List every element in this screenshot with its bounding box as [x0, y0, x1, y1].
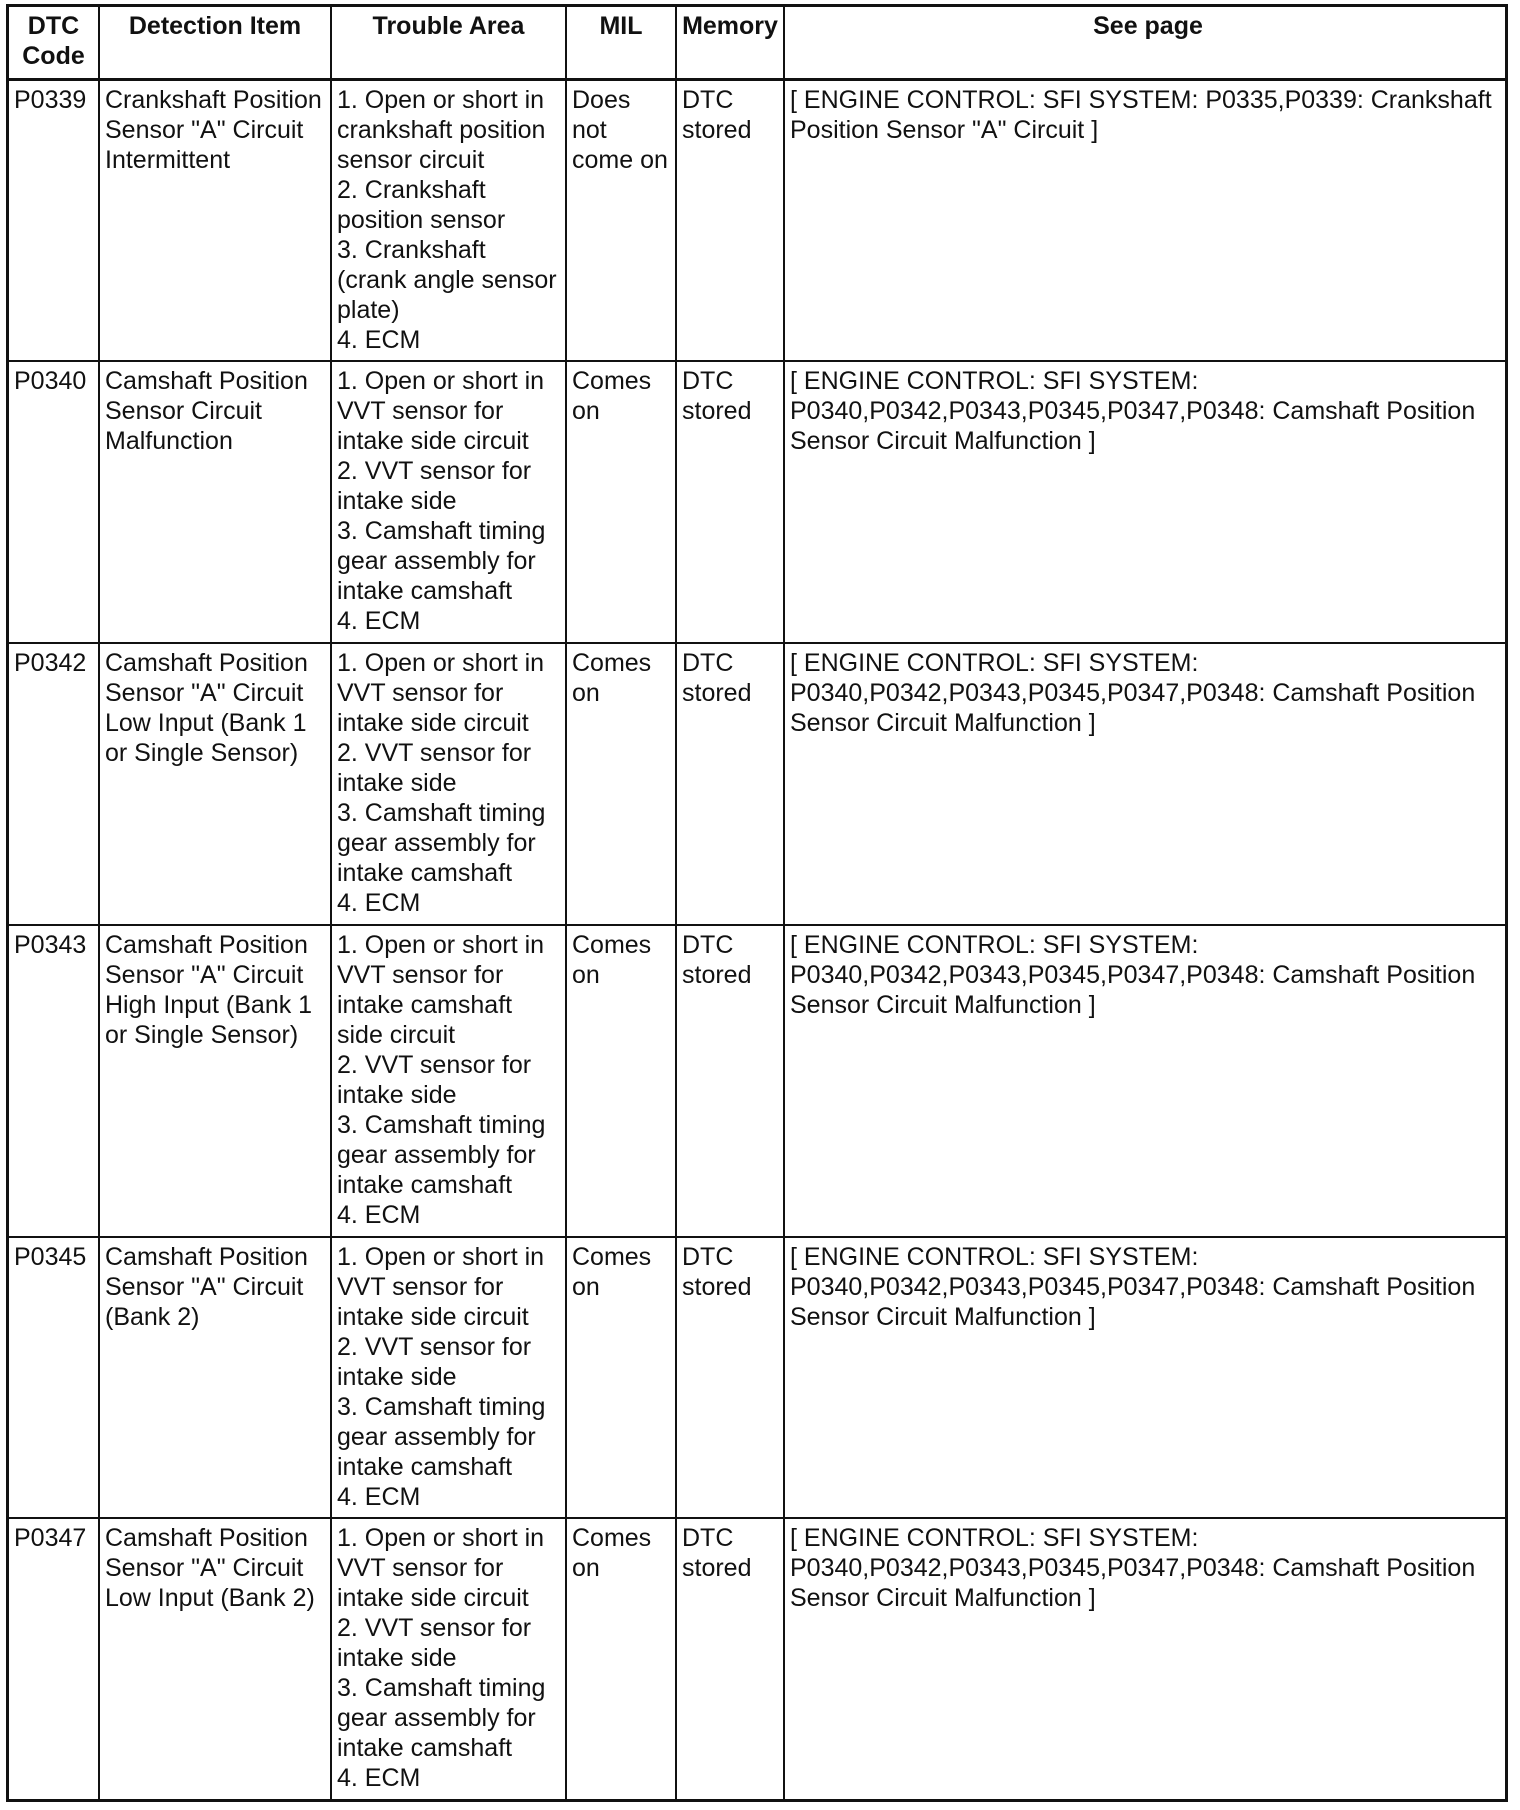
cell-see-page: [ ENGINE CONTROL: SFI SYSTEM: P0340,P0342,P0343,P0345,P0347,P0348: Camshaft Position Sensor Circuit Malfunction ] — [784, 1237, 1508, 1519]
cell-trouble-area: 1. Open or short in VVT sensor for intake camshaft side circuit 2. VVT sensor for intake side 3. Camshaft timing gear assembly for intake camshaft 4. ECM — [331, 925, 566, 1237]
cell-trouble-area: 1. Open or short in VVT sensor for intake side circuit 2. VVT sensor for intake side 3. Camshaft timing gear assembly for intake camshaft 4. ECM — [331, 1518, 566, 1799]
cell-see-page: [ ENGINE CONTROL: SFI SYSTEM: P0335,P0339: Crankshaft Position Sensor "A" Circuit ] — [784, 79, 1508, 361]
header-memory: Memory — [676, 7, 784, 79]
header-dtc-code: DTC Code — [9, 7, 99, 79]
cell-mil: Comes on — [566, 925, 676, 1237]
cell-trouble-area: 1. Open or short in VVT sensor for intake side circuit 2. VVT sensor for intake side 3. Camshaft timing gear assembly for intake camshaft 4. ECM — [331, 643, 566, 925]
cell-mil: Comes on — [566, 643, 676, 925]
cell-trouble-area: 1. Open or short in crankshaft position sensor circuit 2. Crankshaft position sensor 3. Crankshaft (crank angle sensor plate) 4. ECM — [331, 79, 566, 361]
cell-dtc-code: P0345 — [9, 1237, 99, 1519]
header-see-page: See page — [784, 7, 1508, 79]
dtc-table-sheet — [6, 4, 1508, 1802]
cell-see-page: [ ENGINE CONTROL: SFI SYSTEM: P0340,P0342,P0343,P0345,P0347,P0348: Camshaft Position Sensor Circuit Malfunction ] — [784, 643, 1508, 925]
table-row — [9, 79, 1508, 361]
cell-trouble-area: 1. Open or short in VVT sensor for intake side circuit 2. VVT sensor for intake side 3. Camshaft timing gear assembly for intake camshaft 4. ECM — [331, 361, 566, 643]
cell-mil: Comes on — [566, 1237, 676, 1519]
cell-memory: DTC stored — [676, 925, 784, 1237]
cell-see-page: [ ENGINE CONTROL: SFI SYSTEM: P0340,P0342,P0343,P0345,P0347,P0348: Camshaft Position Sensor Circuit Malfunction ] — [784, 361, 1508, 643]
cell-detection-item: Camshaft Position Sensor "A" Circuit Low Input (Bank 2) — [99, 1518, 331, 1799]
cell-dtc-code: P0340 — [9, 361, 99, 643]
table-row — [9, 643, 1508, 925]
cell-dtc-code: P0339 — [9, 79, 99, 361]
cell-mil: Comes on — [566, 361, 676, 643]
cell-detection-item: Camshaft Position Sensor "A" Circuit Low Input (Bank 1 or Single Sensor) — [99, 643, 331, 925]
table-row — [9, 925, 1508, 1237]
table-row — [9, 361, 1508, 643]
header-trouble-area: Trouble Area — [331, 7, 566, 79]
cell-memory: DTC stored — [676, 1237, 784, 1519]
cell-dtc-code: P0347 — [9, 1518, 99, 1799]
cell-detection-item: Camshaft Position Sensor "A" Circuit High Input (Bank 1 or Single Sensor) — [99, 925, 331, 1237]
cell-see-page: [ ENGINE CONTROL: SFI SYSTEM: P0340,P0342,P0343,P0345,P0347,P0348: Camshaft Position Sensor Circuit Malfunction ] — [784, 925, 1508, 1237]
header-detection-item: Detection Item — [99, 7, 331, 79]
cell-detection-item: Camshaft Position Sensor Circuit Malfunction — [99, 361, 331, 643]
cell-dtc-code: P0343 — [9, 925, 99, 1237]
cell-mil: Does not come on — [566, 79, 676, 361]
cell-see-page: [ ENGINE CONTROL: SFI SYSTEM: P0340,P0342,P0343,P0345,P0347,P0348: Camshaft Position Sensor Circuit Malfunction ] — [784, 1518, 1508, 1799]
cell-trouble-area: 1. Open or short in VVT sensor for intake side circuit 2. VVT sensor for intake side 3. Camshaft timing gear assembly for intake camshaft 4. ECM — [331, 1237, 566, 1519]
cell-memory: DTC stored — [676, 1518, 784, 1799]
table-row — [9, 1518, 1508, 1799]
cell-detection-item: Camshaft Position Sensor "A" Circuit (Bank 2) — [99, 1237, 331, 1519]
cell-memory: DTC stored — [676, 361, 784, 643]
cell-dtc-code: P0342 — [9, 643, 99, 925]
cell-detection-item: Crankshaft Position Sensor "A" Circuit Intermittent — [99, 79, 331, 361]
cell-mil: Comes on — [566, 1518, 676, 1799]
dtc-table — [9, 7, 1508, 1799]
cell-memory: DTC stored — [676, 79, 784, 361]
table-header-row — [9, 7, 1508, 79]
header-mil: MIL — [566, 7, 676, 79]
cell-memory: DTC stored — [676, 643, 784, 925]
table-row — [9, 1237, 1508, 1519]
